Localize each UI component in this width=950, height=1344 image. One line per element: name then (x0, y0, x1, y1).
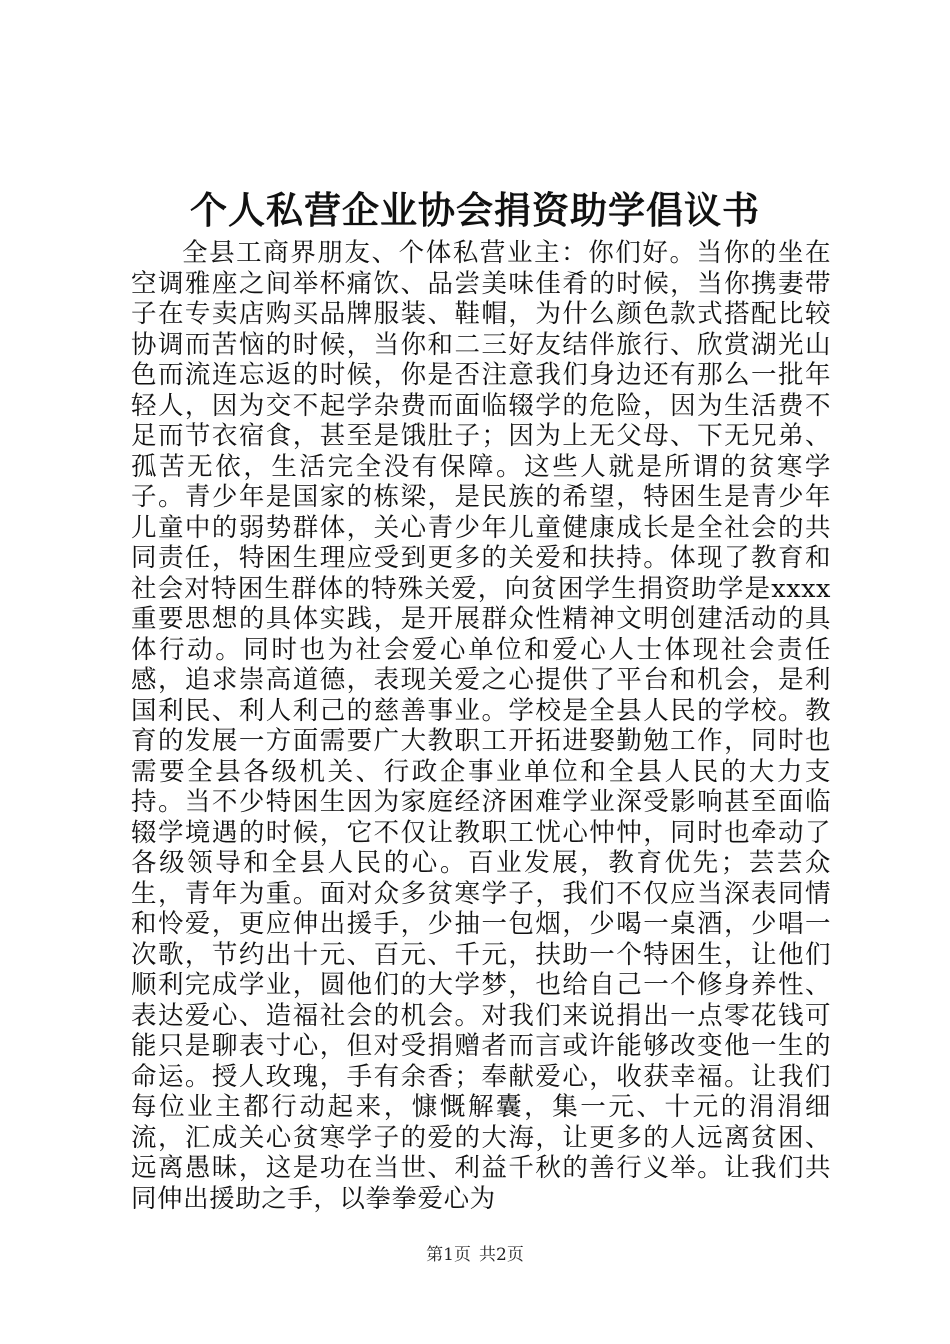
page-number: 第1页 (426, 1245, 471, 1265)
document-body: 全县工商界朋友、个体私营业主：你们好。当你的坐在空调雅座之间举杯痛饮、品尝美味佳肴的时候，当你携妻带子在专卖店购买品牌服装、鞋帽，为什么颜色款式搭配比较协调而苦恼的时候，当你和二三好友结伴旅行、欣赏湖光山色而流连忘返的时候，你是否注意我们身边还有那么一批年轻人，因为交不起学杂费而面临辍学的危险，因为生活费不足而节衣宿食，甚至是饿肚子；因为上无父母、下无兄弟、孤苦无依，生活完全没有保障。这些人就是所谓的贫寒学子。青少年是国家的栋梁，是民族的希望，特困生是青少年儿童中的弱势群体，关心青少年儿童健康成长是全社会的共同责任，特困生理应受到更多的关爱和扶持。体现了教育和社会对特困生群体的特殊关爱，向贫困学生捐资助学是xxxx重要思想的具体实践，是开展群众性精神文明创建活动的具体行动。同时也为社会爱心单位和爱心人士体现社会责任感，追求崇高道德，表现关爱之心提供了平台和机会，是利国利民、利人利己的慈善事业。学校是全县人民的学校。教育的发展一方面需要广大教职工开拓进娶勤勉工作，同时也需要全县各级机关、行政企事业单位和全县人民的大力支持。当不少特困生因为家庭经济困难学业深受影响甚至面临辍学境遇的时候，它不仅让教职工忧心忡忡，同时也牵动了各级领导和全县人民的心。百业发展，教育优先；芸芸众生，青年为重。面对众多贫寒学子，我们不仅应当深表同情和怜爱，更应伸出援手，少抽一包烟，少喝一桌酒，少唱一次歌，节约出十元、百元、千元，扶助一个特困生，让他们顺利完成学业，圆他们的大学梦，也给自己一个修身养性、表达爱心、造福社会的机会。对我们来说捐出一点零花钱可能只是聊表寸心，但对受捐赠者而言或许能够改变他一生的命运。授人玫瑰，手有余香；奉献爱心，收获幸福。让我们每位业主都行动起来，慷慨解囊，集一元、十元的涓涓细流，汇成关心贫寒学子的爱的大海，让更多的人远离贫困、远离愚昧，这是功在当世、利益千秋的善行义举。让我们共同伸出援助之手，以拳拳爱心为 (131, 238, 831, 1214)
document-title: 个人私营企业协会捐资助学倡议书 (190, 188, 760, 232)
page-footer (0, 1244, 950, 1266)
page-total: 共2页 (479, 1245, 524, 1265)
